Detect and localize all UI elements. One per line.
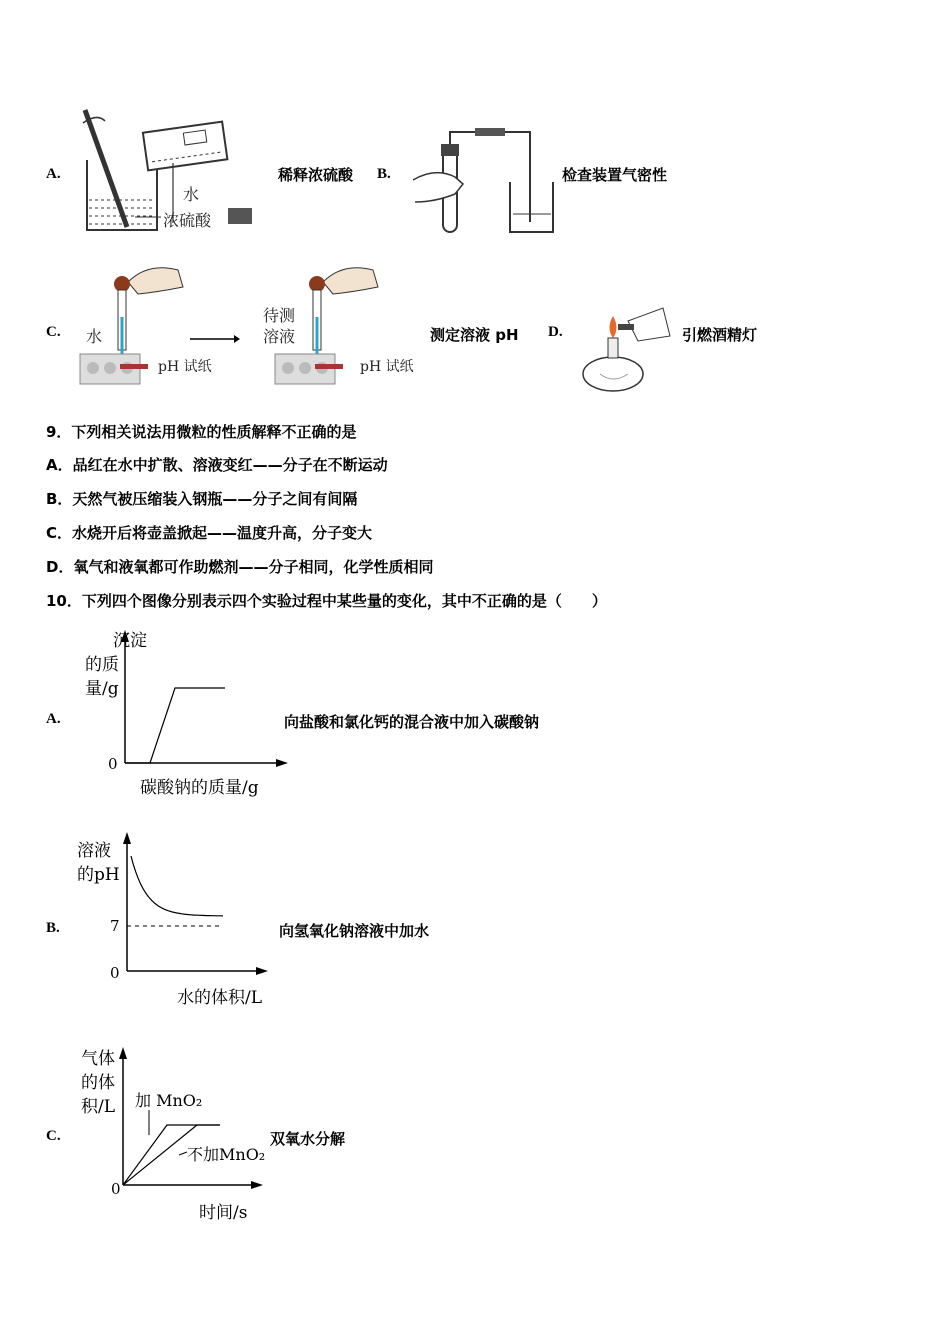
graph-b-chart	[75, 828, 295, 1013]
graph-c-caption: 双氧水分解	[270, 1130, 346, 1148]
graph-a-caption: 向盐酸和氯化钙的混合液中加入碳酸钠	[284, 713, 540, 731]
alcohol-lamp-figure	[578, 296, 678, 394]
graph-c-ylabel-1: 的体	[81, 1073, 115, 1093]
q9-option-a: A．品红在水中扩散、溶液变红——分子在不断运动	[46, 456, 388, 474]
option-b-caption: 检查装置气密性	[562, 166, 668, 184]
label-water: 水	[183, 185, 200, 204]
graph-b-ylabel-0: 溶液	[77, 841, 111, 861]
graph-a-origin: 0	[108, 755, 118, 773]
label-test-1: 待测	[263, 306, 296, 325]
graph-a-chart	[75, 628, 295, 803]
option-b-letter: B.	[377, 166, 391, 182]
option-a-caption: 稀释浓硫酸	[278, 166, 354, 184]
graph-b-caption: 向氢氧化钠溶液中加水	[279, 922, 430, 940]
label-test-2: 溶液	[263, 327, 296, 346]
option-a-letter: A.	[46, 166, 61, 182]
option-c-letter: C.	[46, 324, 61, 340]
graph-c-line2-label: 不加MnO₂	[187, 1145, 266, 1164]
graph-c-xlabel: 时间/s	[199, 1203, 248, 1223]
option-d-caption: 引燃酒精灯	[682, 326, 758, 344]
label-conc-acid: 浓硫酸	[163, 211, 212, 230]
graph-b-xlabel: 水的体积/L	[177, 988, 263, 1008]
graph-c-ylabel-0: 气体	[81, 1049, 115, 1069]
label-ph-paper-2: pH 试纸	[360, 359, 414, 375]
option-c-caption: 测定溶液 pH	[430, 326, 519, 344]
graph-a-ylabel-1: 的质	[85, 655, 119, 675]
arrow-icon	[190, 333, 240, 345]
graph-b-letter: B.	[46, 920, 60, 936]
graph-b-origin: 0	[110, 964, 120, 982]
graph-c-letter: C.	[46, 1128, 61, 1144]
graph-b-ph-curve	[131, 856, 223, 916]
q10-stem: 10．下列四个图像分别表示四个实验过程中某些量的变化，其中不正确的是（ ）	[46, 592, 607, 610]
q9-option-d: D．氧气和液氧都可作助燃剂——分子相同，化学性质相同	[46, 558, 434, 576]
option-d-letter: D.	[548, 324, 563, 340]
graph-c-line1-label: 加 MnO₂	[135, 1091, 203, 1110]
graph-c-origin: 0	[111, 1180, 121, 1198]
label-ph-paper-1: pH 试纸	[158, 359, 212, 375]
graph-c-chart	[75, 1040, 275, 1225]
airtight-check-figure	[405, 122, 555, 237]
graph-a-precipitate-line	[125, 688, 225, 763]
graph-a-xlabel: 碳酸钠的质量/g	[140, 778, 259, 798]
graph-a-letter: A.	[46, 711, 61, 727]
q9-option-b: B．天然气被压缩装入钢瓶——分子之间有间隔	[46, 490, 358, 508]
q9-option-c: C．水烧开后将壶盖掀起——温度升高，分子变大	[46, 524, 373, 542]
graph-a-ylabel-0: 沉淀	[113, 631, 147, 651]
label-water-c: 水	[86, 327, 103, 346]
graph-c-ylabel-2: 积/L	[81, 1097, 116, 1117]
graph-a-ylabel-2: 量/g	[85, 679, 119, 699]
q9-stem: 9．下列相关说法用微粒的性质解释不正确的是	[46, 423, 357, 441]
graph-b-tick-7: 7	[110, 917, 120, 935]
graph-b-ylabel-1: 的pH	[77, 865, 120, 885]
